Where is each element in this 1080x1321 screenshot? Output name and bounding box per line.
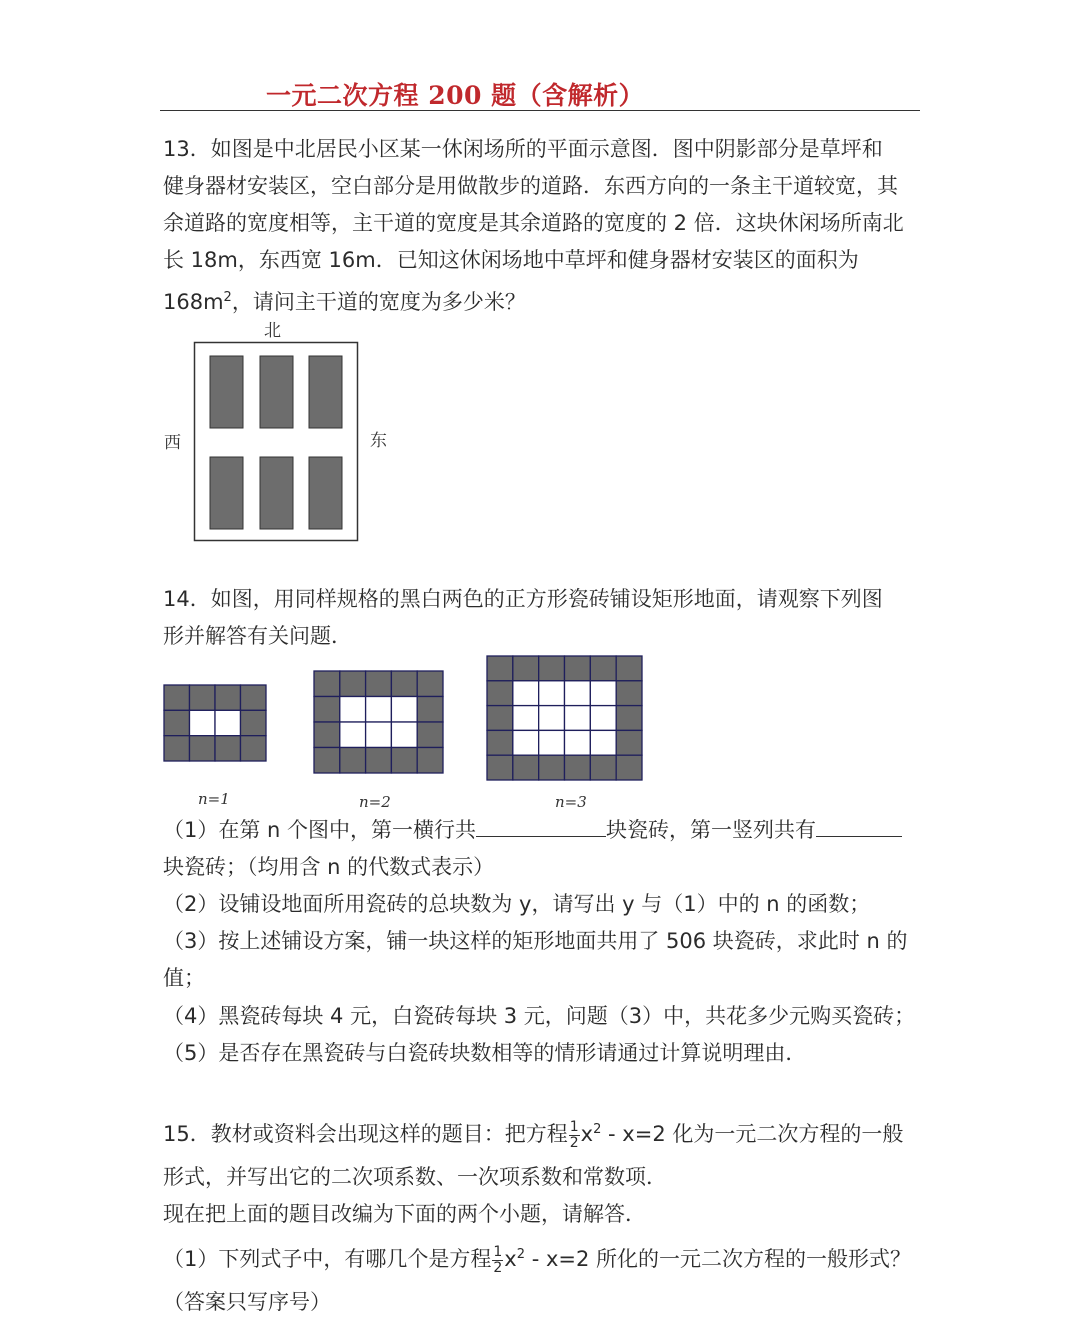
white-tile [565,730,591,755]
black-tile [391,671,417,697]
black-tile [366,671,392,697]
q14-sub2: （2）设铺设地面所用瓷砖的总块数为 y，请写出 y 与（1）中的 n 的函数； [163,892,871,916]
white-tile [215,710,241,735]
black-tile [314,671,340,697]
black-tile [314,697,340,723]
white-tile [340,722,366,748]
black-tile [487,656,513,681]
q15-line-5: （答案只写序号） [163,1290,331,1314]
black-tile [539,755,565,780]
lawn-block [260,356,293,428]
q14-sub1-line-2: 块瓷砖；（均用含 n 的代数式表示） [163,855,495,879]
lawn-block [260,457,293,529]
header-divider [160,110,920,111]
black-tile [241,710,267,735]
black-tile [190,736,216,761]
page-title: 一元二次方程 200 题（含解析） [266,81,645,110]
tile-figure-n1 [163,684,267,762]
white-tile [513,706,539,731]
black-tile [487,681,513,706]
black-tile [590,656,616,681]
black-tile [616,706,642,731]
black-tile [487,755,513,780]
lawn-block [210,457,243,529]
q14-sub1-line-1: （1）在第 n 个图中，第一横行共 块瓷砖，第一竖列共有 [163,812,902,849]
q14-line-2: 形并解答有关问题． [163,624,352,648]
black-tile [616,656,642,681]
black-tile [215,736,241,761]
white-tile [539,681,565,706]
lawn-block [309,457,342,529]
black-tile [616,681,642,706]
white-tile [590,681,616,706]
white-tile [513,730,539,755]
q14-sub4: （4）黑瓷砖每块 4 元，白瓷砖每块 3 元，问题（3）中，共花多少元购买瓷砖； [163,1004,916,1028]
answer-blank-column[interactable] [816,818,902,837]
q15-line-2: 形式，并写出它的二次项系数、一次项系数和常数项． [163,1165,667,1189]
q15-line-4: （1）下列式子中，有哪几个是方程 $\frac{1}{2}$ $x^2 - x=2$ 所化的一元二次方程的一般形式？ [163,1243,912,1276]
figure-label-n2: n=2 [359,793,391,811]
q14-line-1: 14．如图，用同样规格的黑白两色的正方形瓷砖铺设矩形地面，请观察下列图 [163,587,883,611]
fraction-one-half: $\frac{1}{2}$ [493,1243,503,1276]
lawn-block [210,356,243,428]
q13-line-5: $168m^2$，请问主干道的宽度为多少米？ [163,290,526,314]
fraction-one-half: $\frac{1}{2}$ [569,1118,579,1151]
q14-sub3-line-2: 值； [163,966,205,990]
q13-line-1: 13．如图是中北居民小区某一休闲场所的平面示意图．图中阴影部分是草坪和 [163,137,883,161]
black-tile [164,736,190,761]
q13-line-2: 健身器材安装区，空白部分是用做散步的道路．东西方向的一条主干道较宽，其 [163,174,898,198]
white-tile [513,681,539,706]
black-tile [340,671,366,697]
white-tile [565,681,591,706]
answer-blank-row[interactable] [476,818,606,837]
q15-line-1: 15．教材或资料会出现这样的题目：把方程 $\frac{1}{2}$ $x^2 - x=2$ 化为一元二次方程的一般 [163,1118,904,1151]
black-tile [366,748,392,774]
black-tile [487,706,513,731]
white-tile [565,706,591,731]
park-diagram [190,338,362,545]
white-tile [340,697,366,723]
black-tile [215,685,241,710]
black-tile [417,671,443,697]
white-tile [590,706,616,731]
q13-line-4: 长 18m，东西宽 16m．已知这休闲场地中草坪和健身器材安装区的面积为 [163,248,859,272]
black-tile [314,722,340,748]
black-tile [417,722,443,748]
black-tile [590,755,616,780]
black-tile [391,748,417,774]
q15-line-3: 现在把上面的题目改编为下面的两个小题，请解答． [163,1202,646,1226]
black-tile [340,748,366,774]
tile-figure-n2 [313,670,444,774]
north-label: 北 [264,321,281,341]
black-tile [487,730,513,755]
white-tile [539,730,565,755]
black-tile [616,755,642,780]
black-tile [513,656,539,681]
black-tile [565,755,591,780]
figure-label-n1: n=1 [198,790,230,808]
black-tile [314,748,340,774]
black-tile [241,685,267,710]
white-tile [366,697,392,723]
black-tile [616,730,642,755]
q13-line-3: 余道路的宽度相等，主干道的宽度是其余道路的宽度的 2 倍．这块休闲场所南北 [163,211,904,235]
white-tile [590,730,616,755]
black-tile [190,685,216,710]
white-tile [190,710,216,735]
black-tile [417,748,443,774]
lawn-block [309,356,342,428]
q14-sub5: （5）是否存在黑瓷砖与白瓷砖块数相等的情形请通过计算说明理由． [163,1041,807,1065]
white-tile [366,722,392,748]
black-tile [164,685,190,710]
white-tile [391,697,417,723]
black-tile [565,656,591,681]
black-tile [417,697,443,723]
east-label: 东 [370,431,387,451]
tile-figure-n3 [486,655,643,781]
black-tile [241,736,267,761]
west-label: 西 [164,433,181,453]
q14-sub3-line-1: （3）按上述铺设方案，铺一块这样的矩形地面共用了 506 块瓷砖，求此时 n 的 [163,929,908,953]
white-tile [539,706,565,731]
figure-label-n3: n=3 [555,793,587,811]
black-tile [164,710,190,735]
white-tile [391,722,417,748]
black-tile [513,755,539,780]
black-tile [539,656,565,681]
